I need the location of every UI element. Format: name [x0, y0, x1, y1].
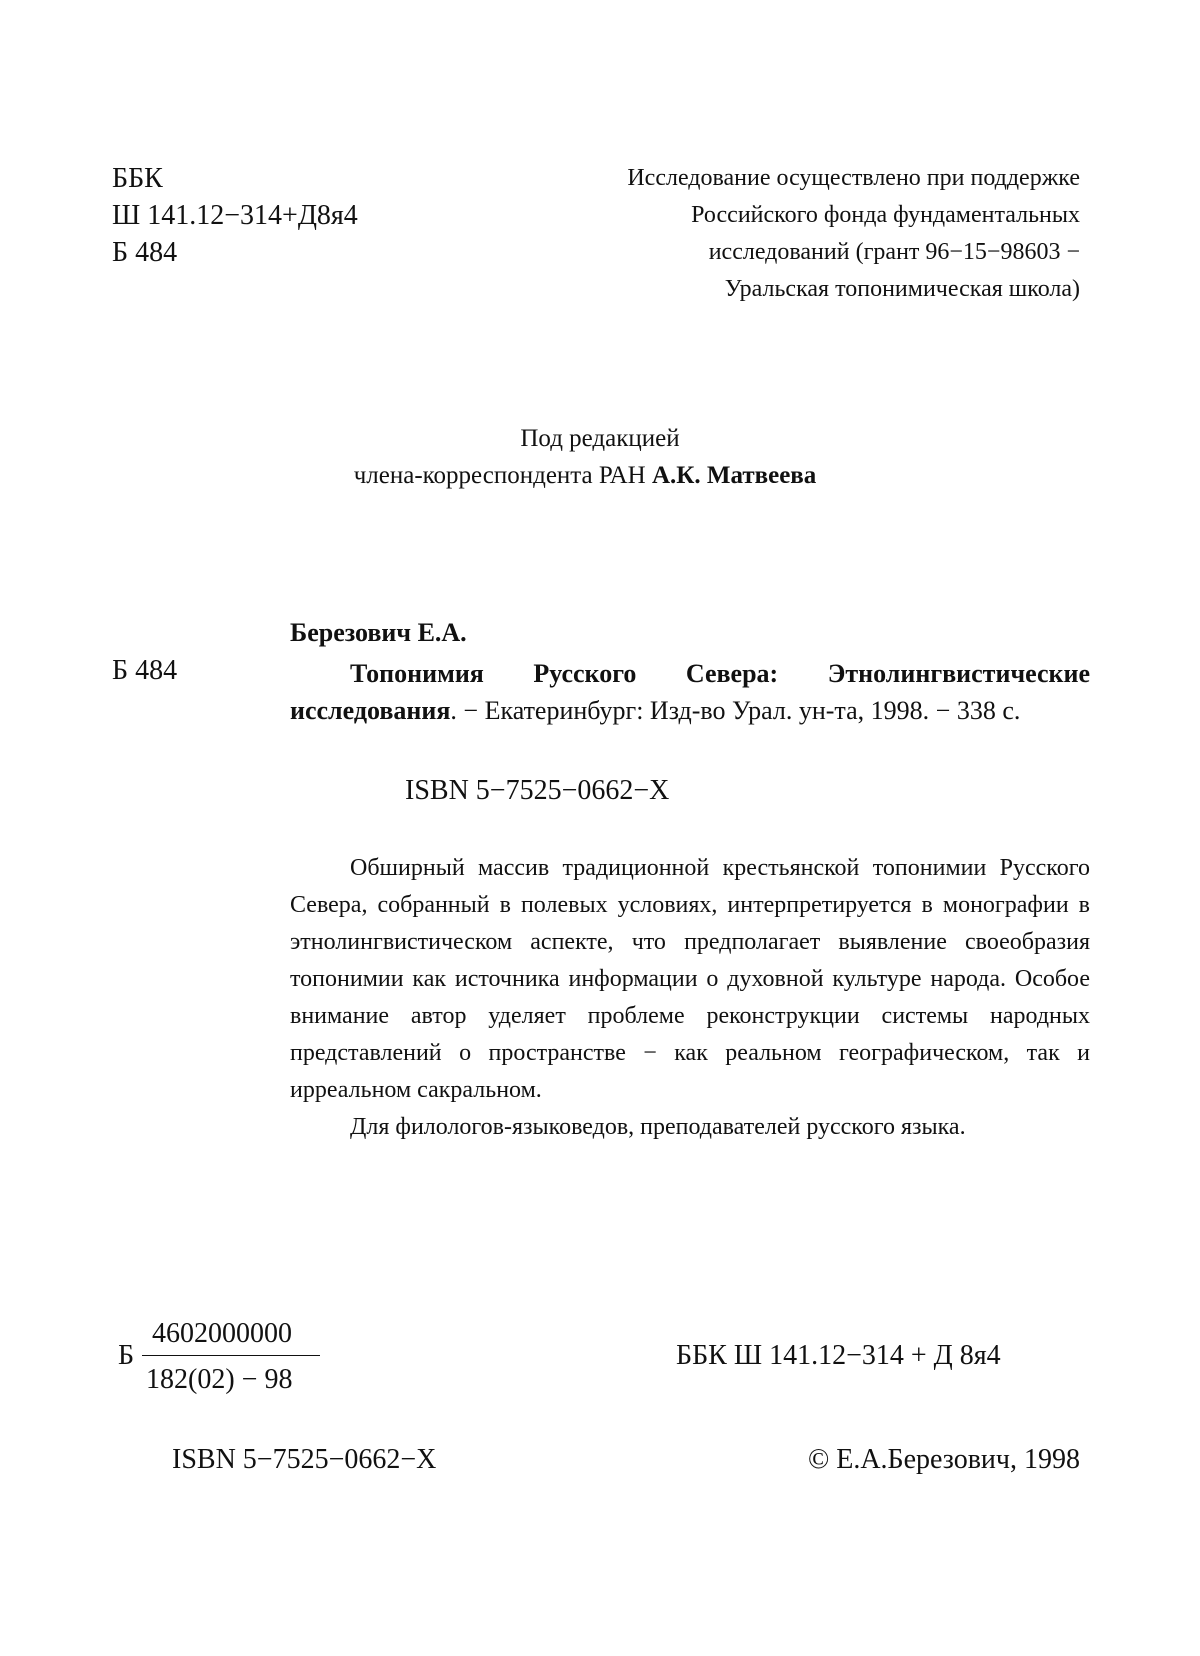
- library-codes: [112, 160, 358, 271]
- bibliographic-entry: [290, 655, 1090, 729]
- audience-paragraph: Для филологов-языковедов, преподавателей русского языка.: [350, 1114, 966, 1140]
- editor-line: Под редакцией: [520, 425, 680, 452]
- editor-credit: [0, 420, 1200, 494]
- abstract-paragraph: Обширный массив традиционной крестьянской топонимии Русского Севера, собранный в полевых условиях, интерпретируется в монографии в этнолингвистическом аспекте, что предполагает выявление своеобразия топонимии как источника информации о духовной культуре народа. Особое внимание автор уделяет проблеме реконструкции системы народных представлений о пространстве − как реальном географическом, так и ирреальном сакральном.: [290, 855, 1090, 1103]
- entry-title: Топонимия Русского Севера: Этнолингвистические исследования: [290, 659, 1090, 725]
- editor-line: [0, 457, 1200, 494]
- entry-author-mark: Б 484: [112, 655, 178, 686]
- editor-title: члена-корреспондента РАН: [353, 462, 652, 489]
- entry-author: Березович Е.А.: [290, 618, 467, 647]
- isbn-footer: ISBN 5−7525−0662−X: [172, 1444, 437, 1475]
- copyright-notice: © Е.А.Березович, 1998: [807, 1444, 1080, 1475]
- editor-name: А.К. Матвеева: [651, 462, 817, 489]
- support-line: Российского фонда фундаментальных: [691, 202, 1080, 228]
- fraction-denominator: 182(02) − 98: [146, 1364, 293, 1395]
- abstract: [290, 850, 1090, 1146]
- fraction-numerator: 4602000000: [152, 1318, 292, 1349]
- entry-imprint: . − Екатеринбург: Изд-во Урал. ун-та, 1998. − 338 с.: [450, 696, 1021, 725]
- support-line: Уральская топонимическая школа): [724, 276, 1080, 302]
- entry-isbn: ISBN 5−7525−0662−X: [405, 775, 670, 806]
- bbk-index: Ш 141.12−314+Д8я4: [112, 200, 358, 231]
- support-line: исследований (грант 96−15−98603 −: [708, 239, 1080, 265]
- entry-description: [290, 655, 1090, 729]
- fraction-letter: Б: [118, 1340, 135, 1371]
- author-mark: Б 484: [112, 237, 178, 268]
- bbk-footer: ББК Ш 141.12−314 + Д 8я4: [676, 1340, 1001, 1371]
- fraction-bar: [142, 1355, 320, 1356]
- support-line: Исследование осуществлено при поддержке: [627, 165, 1080, 191]
- bbk-heading: ББК: [112, 163, 163, 194]
- grant-support-note: [520, 160, 1080, 308]
